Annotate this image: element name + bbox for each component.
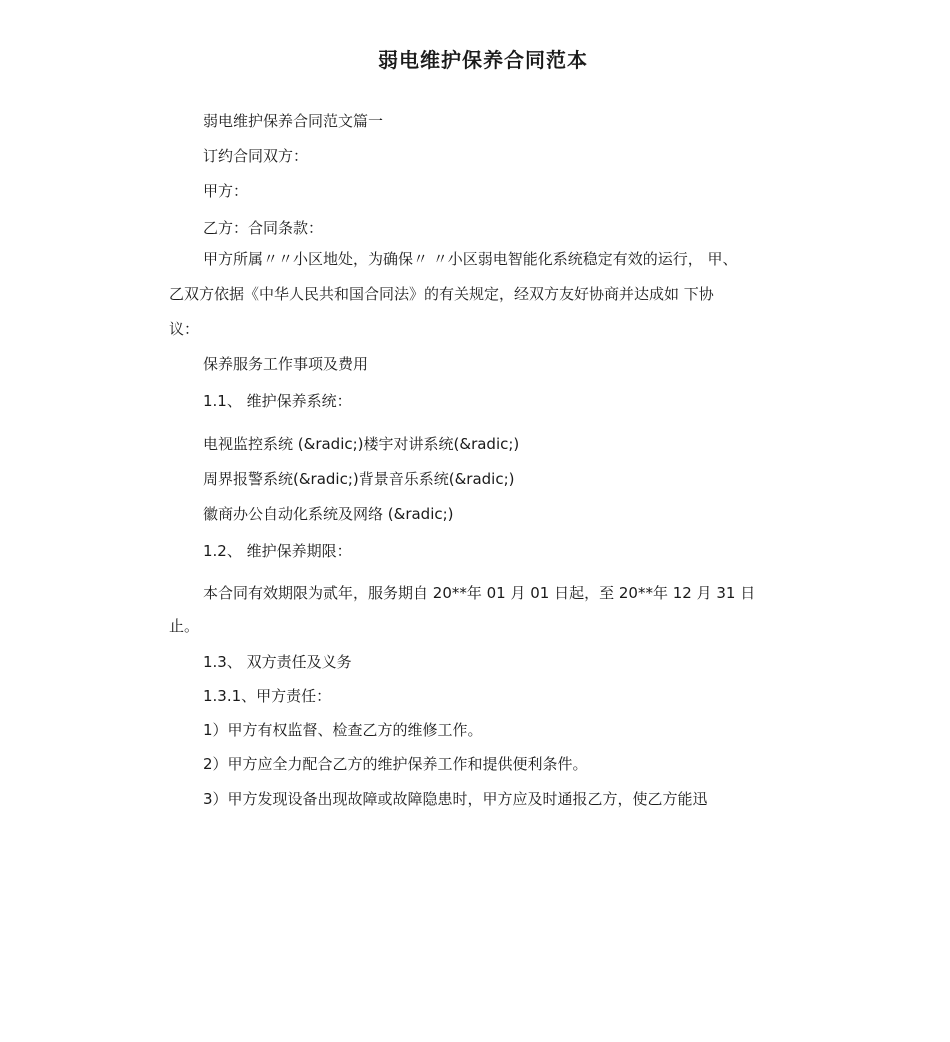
paragraph-line: 1.3、 双方责任及义务 <box>203 653 352 671</box>
section-heading: 弱电维护保养合同范文篇一 <box>203 112 384 130</box>
paragraph-line: 电视监控系统 (&radic;)楼宇对讲系统(&radic;) <box>203 435 520 453</box>
paragraph-line: 3）甲方发现设备出现故障或故障隐患时，甲方应及时通报乙方，使乙方能迅 <box>203 790 708 808</box>
paragraph-line: 乙方：合同条款： <box>203 219 324 237</box>
paragraph-line: 乙双方依据《中华人民共和国合同法》的有关规定，经双方友好协商并达成如 下协 <box>169 285 714 303</box>
paragraph-line: 甲方： <box>203 182 249 200</box>
document-title: 弱电维护保养合同范本 <box>378 48 588 72</box>
paragraph-line: 保养服务工作事项及费用 <box>203 355 369 373</box>
paragraph-line: 议： <box>169 320 200 338</box>
paragraph-line: 徽商办公自动化系统及网络 (&radic;) <box>203 505 454 523</box>
paragraph-line: 1.1、 维护保养系统： <box>203 392 352 410</box>
paragraph-line: 周界报警系统(&radic;)背景音乐系统(&radic;) <box>203 470 515 488</box>
paragraph-line: 甲方所属〃〃小区地处，为确保〃 〃小区弱电智能化系统稳定有效的运行， 甲、 <box>203 250 738 268</box>
paragraph-line: 订约合同双方： <box>203 147 309 165</box>
paragraph-line: 本合同有效期限为贰年，服务期自 20**年 01 月 01 日起，至 20**年 12 月 31 日 <box>203 584 756 602</box>
paragraph-line: 1.2、 维护保养期限： <box>203 542 352 560</box>
paragraph-line: 2）甲方应全力配合乙方的维护保养工作和提供便利条件。 <box>203 755 588 773</box>
paragraph-line: 1.3.1、甲方责任： <box>203 687 332 705</box>
paragraph-line: 止。 <box>169 617 200 635</box>
paragraph-line: 1）甲方有权监督、检查乙方的维修工作。 <box>203 721 483 739</box>
